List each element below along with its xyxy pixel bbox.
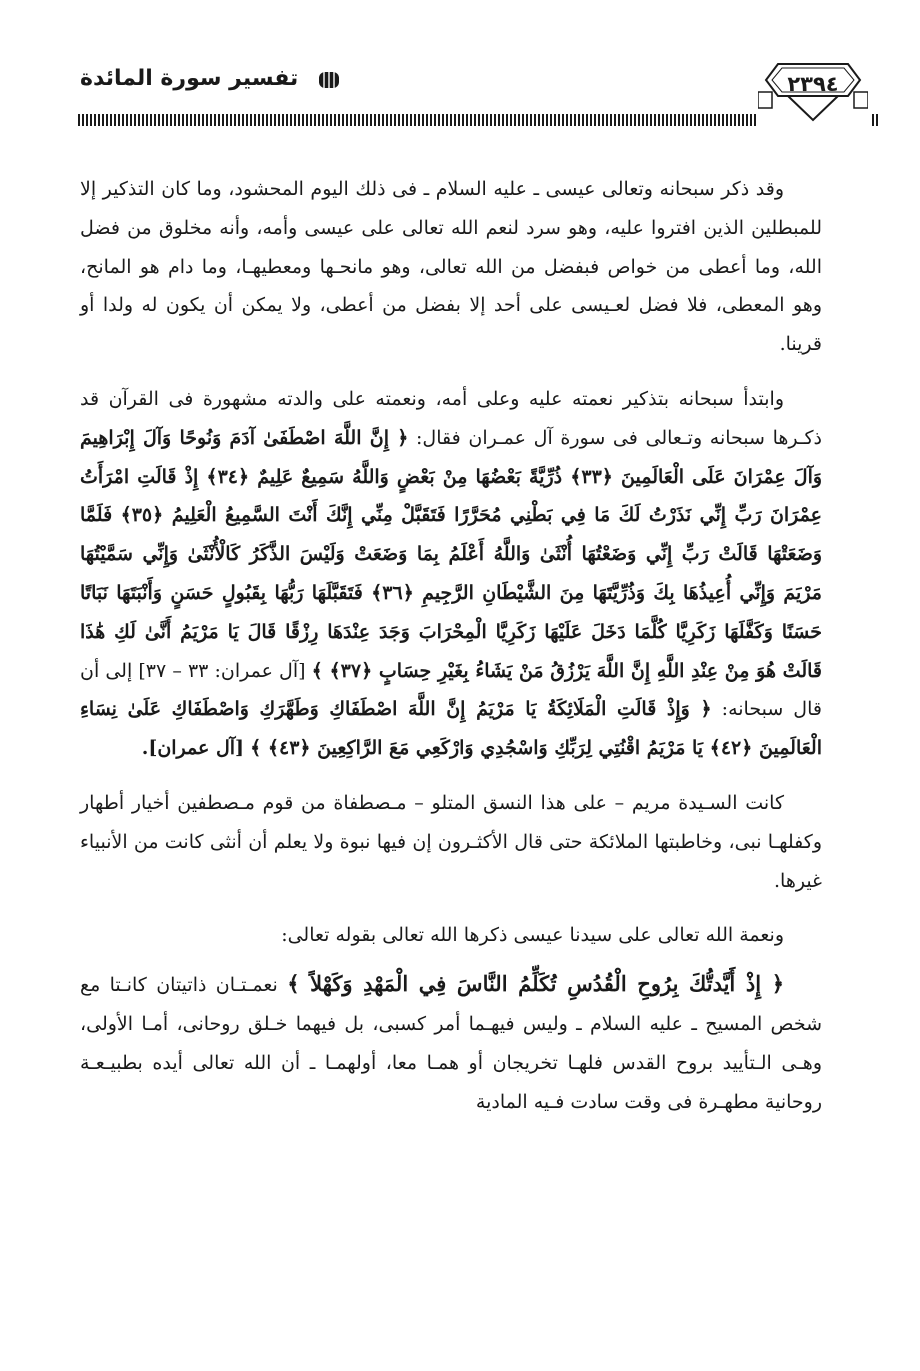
header-rule xyxy=(78,114,758,126)
paragraph-4: ونعمة الله تعالى على سيدنا عيسى ذكرها الله تعالى بقوله تعالى: xyxy=(281,924,784,947)
running-title: تفسير سورة المائدة xyxy=(80,66,299,91)
ornament-icon xyxy=(318,70,340,90)
page-body xyxy=(80,170,822,1137)
paragraph-2 xyxy=(80,380,822,768)
paragraph-5 xyxy=(80,965,822,1121)
quran-passage-al-imran-42-43: ﴿ وَإِذْ قَالَتِ الْمَلَائِكَةُ يَا مَرْيَمُ إِنَّ اللَّهَ اصْطَفَاكِ وَطَهَّرَكِ وَاصْطَفَاكِ عَلَىٰ نِسَاءِ الْعَالَمِينَ ﴿٤٢﴾ يَا مَرْيَمُ اقْنُتِي لِرَبِّكِ وَاسْجُدِي وَارْكَعِي مَعَ الرَّاكِعِينَ ﴿٤٣﴾ ﴾ xyxy=(80,698,822,760)
quran-quote-lead: ﴿ إِذْ أَيَّدتُّكَ بِرُوحِ الْقُدُسِ تُكَلِّمُ النَّاسَ فِي الْمَهْدِ وَكَهْلاً ﴾ xyxy=(287,971,785,997)
page-number: ٢٣٩٤ xyxy=(787,72,839,96)
paragraph-1: وقد ذكر سبحانه وتعالى عيسى ـ عليه السلام ـ فى ذلك اليوم المحشود، وما كان التذكير إلا للمبطلين الذين افتروا عليه، وهو سرد لنعم الله تعالى على عيسى وأمه، وأنه مخلوق من فضل الله، وما أعطى من خواص فبفضل من الله تعالى، وهو مانحـها ومعطيهـا، وما دام هو المانح، وهو المعطى، فلا فضل لعـيسى على أحد إلا بفضل من أعطى، ولا يمكن أن يكون له ولدا أو قرينا. xyxy=(80,178,822,356)
page-number-badge xyxy=(758,66,868,106)
citation-1: [آل عمران: ٣٣ – ٣٧] إلى أن قال سبحانه: xyxy=(80,659,822,721)
paragraph-2-text: وابتدأ سبحانه بتذكير نعمته عليه وعلى أمه، ونعمته على والدته مشهورة فى القرآن قد ذكـرها سبحانه وتـعالى فى سورة آل عمـران فقال: xyxy=(80,387,822,449)
citation-2: [آل عمران]. xyxy=(141,737,245,760)
header-rule-end xyxy=(872,114,880,126)
paragraph-5-text: نعمـتـان ذاتيتان كانـتا مع شخص المسيح ـ عليه السلام ـ وليس فيهـما أمر كسبى، بل فيهما خـلق روحانى، أمـا الأولى، وهـى الـتأييد بروح القدس فلهـا تخريجان أو همـا معا، أولهمـا ـ أن الله تعالى أيده بطبيـعـة روحانية مطهـرة فى وقت سادت فـيه المادية xyxy=(80,974,822,1113)
quran-passage-al-imran-33-37: ﴿ إِنَّ اللَّهَ اصْطَفَىٰ آدَمَ وَنُوحًا وَآلَ إِبْرَاهِيمَ وَآلَ عِمْرَانَ عَلَى الْعَالَمِينَ ﴿٣٣﴾ ذُرِّيَّةً بَعْضُهَا مِنْ بَعْضٍ وَاللَّهُ سَمِيعٌ عَلِيمٌ ﴿٣٤﴾ إِذْ قَالَتِ امْرَأَتُ عِمْرَانَ رَبِّ إِنِّي نَذَرْتُ لَكَ مَا فِي بَطْنِي مُحَرَّرًا فَتَقَبَّلْ مِنِّي إِنَّكَ أَنْتَ السَّمِيعُ الْعَلِيمُ ﴿٣٥﴾ فَلَمَّا وَضَعَتْهَا قَالَتْ رَبِّ إِنِّي وَضَعْتُهَا أُنْثَىٰ وَاللَّهُ أَعْلَمُ بِمَا وَضَعَتْ وَلَيْسَ الذَّكَرُ كَالْأُنْثَىٰ وَإِنِّي سَمَّيْتُهَا مَرْيَمَ وَإِنِّي أُعِيذُهَا بِكَ وَذُرِّيَّتَهَا مِنَ الشَّيْطَانِ الرَّجِيمِ ﴿٣٦﴾ فَتَقَبَّلَهَا رَبُّهَا بِقَبُولٍ حَسَنٍ وَأَنْبَتَهَا نَبَاتًا حَسَنًا وَكَفَّلَهَا زَكَرِيَّا كُلَّمَا دَخَلَ عَلَيْهَا زَكَرِيَّا الْمِحْرَابَ وَجَدَ عِنْدَهَا رِزْقًا قَالَ يَا مَرْيَمُ أَنَّىٰ لَكِ هَٰذَا قَالَتْ هُوَ مِنْ عِنْدِ اللَّهِ إِنَّ اللَّهَ يَرْزُقُ مَنْ يَشَاءُ بِغَيْرِ حِسَابٍ ﴿٣٧﴾ ﴾ xyxy=(80,426,823,682)
paragraph-3: كانت السـيدة مريم – على هذا النسق المتلو – مـصطفاة من قوم مـصطفين أخيار أطهار وكفلهـا نبى، وخاطبتها الملائكة حتى قال الأكثـرون إن فيها نبوة ولا يعلم أن أنثى كانت من الأنبياء غيرها. xyxy=(80,791,822,892)
